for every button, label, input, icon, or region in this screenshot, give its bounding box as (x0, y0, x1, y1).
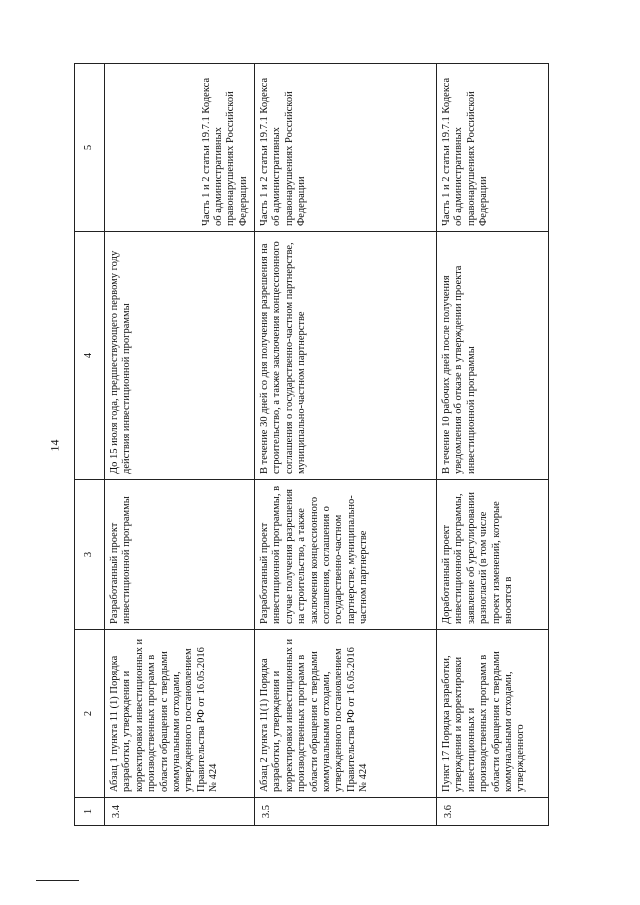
document-cell: Разработанный проект инвестиционной программы, в случае получения разрешения на строительство, а также заключения концессионного соглашения, соглашения о государственно-частном партнерстве, муниципально-частном партнерстве (255, 480, 437, 630)
column-header: 2 (75, 630, 105, 798)
table-row (437, 64, 549, 826)
page-number: 14 (47, 439, 62, 452)
table-header-row (75, 64, 105, 826)
row-number: 3.6 (437, 798, 549, 826)
column-header: 3 (75, 480, 105, 630)
footnote-separator (36, 880, 79, 881)
requirements-table (74, 63, 549, 826)
liability-cell: Часть 1 и 2 статьи 19.7.1 Кодекса об административных правонарушениях Российской Федерации (437, 64, 549, 232)
deadline-cell: До 15 июля года, предшествующего первому году действия инвестиционной программы (105, 232, 255, 480)
rotated-table-wrapper (74, 64, 548, 826)
document-cell: Доработанный проект инвестиционной программы, заявление об урегулировании разногласий (в том числе проект изменений, которые вносятся в (437, 480, 549, 630)
table-row (105, 64, 255, 826)
deadline-cell: В течение 10 рабочих дней после получения уведомления об отказе в утверждении проекта инвестиционной программы (437, 232, 549, 480)
row-number: 3.4 (105, 798, 255, 826)
document-cell: Разработанный проект инвестиционной программы (105, 480, 255, 630)
legal-basis-cell: Пункт 17 Порядка разработки, утверждения и корректировки инвестиционных и производственных программ в области обращения с твердыми коммунальными отходами, утвержденного (437, 630, 549, 798)
table-row (255, 64, 437, 826)
deadline-cell: В течение 30 дней со дня получения разрешения на строительство, а также заключения концессионного соглашения о государственно-частном партнерстве, муниципально-частном партнерстве (255, 232, 437, 480)
liability-cell: Часть 1 и 2 статьи 19.7.1 Кодекса об административных правонарушениях Российской Федерации (255, 64, 437, 232)
row-number: 3.5 (255, 798, 437, 826)
column-header: 4 (75, 232, 105, 480)
liability-cell: Часть 1 и 2 статьи 19.7.1 Кодекса об административных правонарушениях Российской Федерации (105, 64, 255, 232)
legal-basis-cell: Абзац 1 пункта 11 (1) Порядка разработки, утверждения и корректировки инвестиционных и производственных программ в области обращения с твердыми коммунальными отходами, утвержденного постановлением Правительства РФ от 16.05.2016 № 424 (105, 630, 255, 798)
legal-basis-cell: Абзац 2 пункта 11(1) Порядка разработки, утверждения и корректировки инвестиционных и производственных программ в области обращения с твердыми коммунальными отходами, утвержденного постановлением Правительства РФ от 16.05.2016 № 424 (255, 630, 437, 798)
column-header: 1 (75, 798, 105, 826)
column-header: 5 (75, 64, 105, 232)
